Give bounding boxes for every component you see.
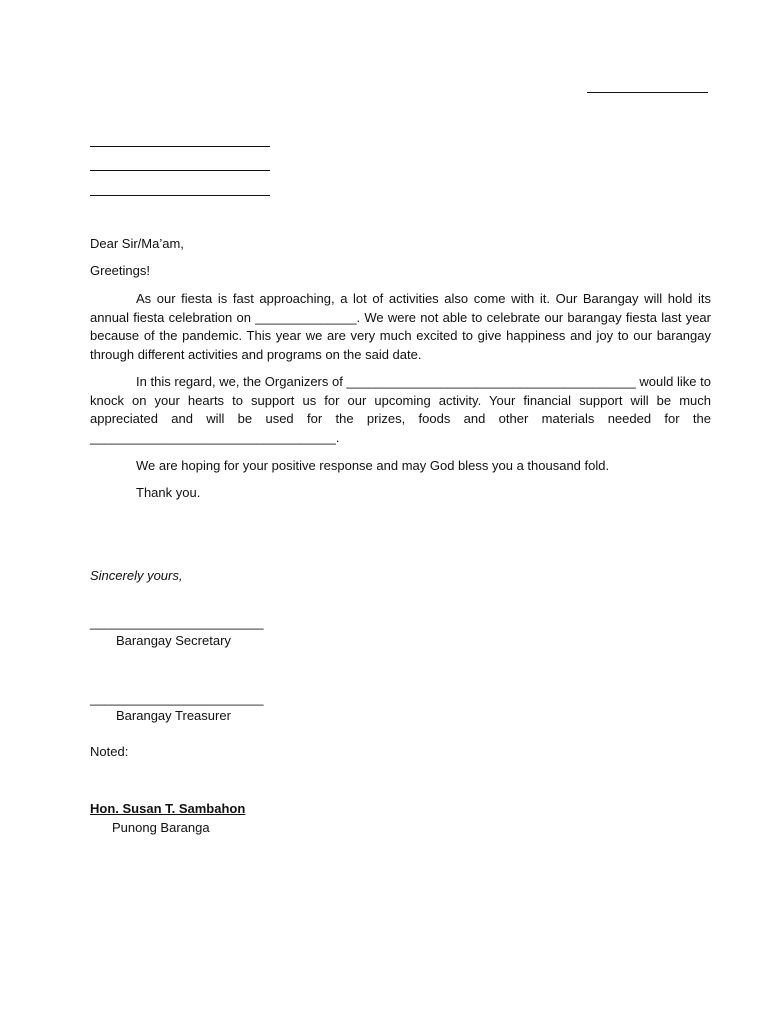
- recipient-blank-1: [90, 146, 270, 147]
- closing: Sincerely yours,: [90, 568, 183, 583]
- paragraph-support-request: In this regard, we, the Organizers of ________________________________________ would like to knock on your hearts to support us for our upcoming activity. Your financial support will be much appreciated and will be used for the prizes, foods and other materials needed for the __________________________________.: [90, 374, 711, 445]
- recipient-blank-2: [90, 170, 270, 171]
- treasurer-title: Barangay Treasurer: [116, 708, 231, 723]
- thank-you: Thank you.: [136, 485, 201, 500]
- date-blank: [587, 92, 708, 93]
- greeting: Greetings!: [90, 263, 150, 278]
- noted-name: Hon. Susan T. Sambahon: [90, 801, 246, 816]
- paragraph-positive-response: We are hoping for your positive response and may God bless you a thousand fold.: [136, 458, 610, 473]
- secretary-signature-line: ________________________: [90, 615, 264, 630]
- salutation: Dear Sir/Ma’am,: [90, 236, 184, 251]
- treasurer-signature-line: ________________________: [90, 691, 264, 706]
- noted-title: Punong Baranga: [112, 820, 210, 835]
- secretary-title: Barangay Secretary: [116, 633, 231, 648]
- recipient-blank-3: [90, 195, 270, 196]
- paragraph-fiesta-announcement: As our fiesta is fast approaching, a lot of activities also come with it. Our Barangay will hold its annual fiesta celebration on ______________. We were not able to celebrate our barangay fiesta last year because of the pandemic. This year we are very much excited to give happiness and joy to our barangay through different activities and programs on the said date.: [90, 291, 711, 362]
- noted-label: Noted:: [90, 744, 129, 759]
